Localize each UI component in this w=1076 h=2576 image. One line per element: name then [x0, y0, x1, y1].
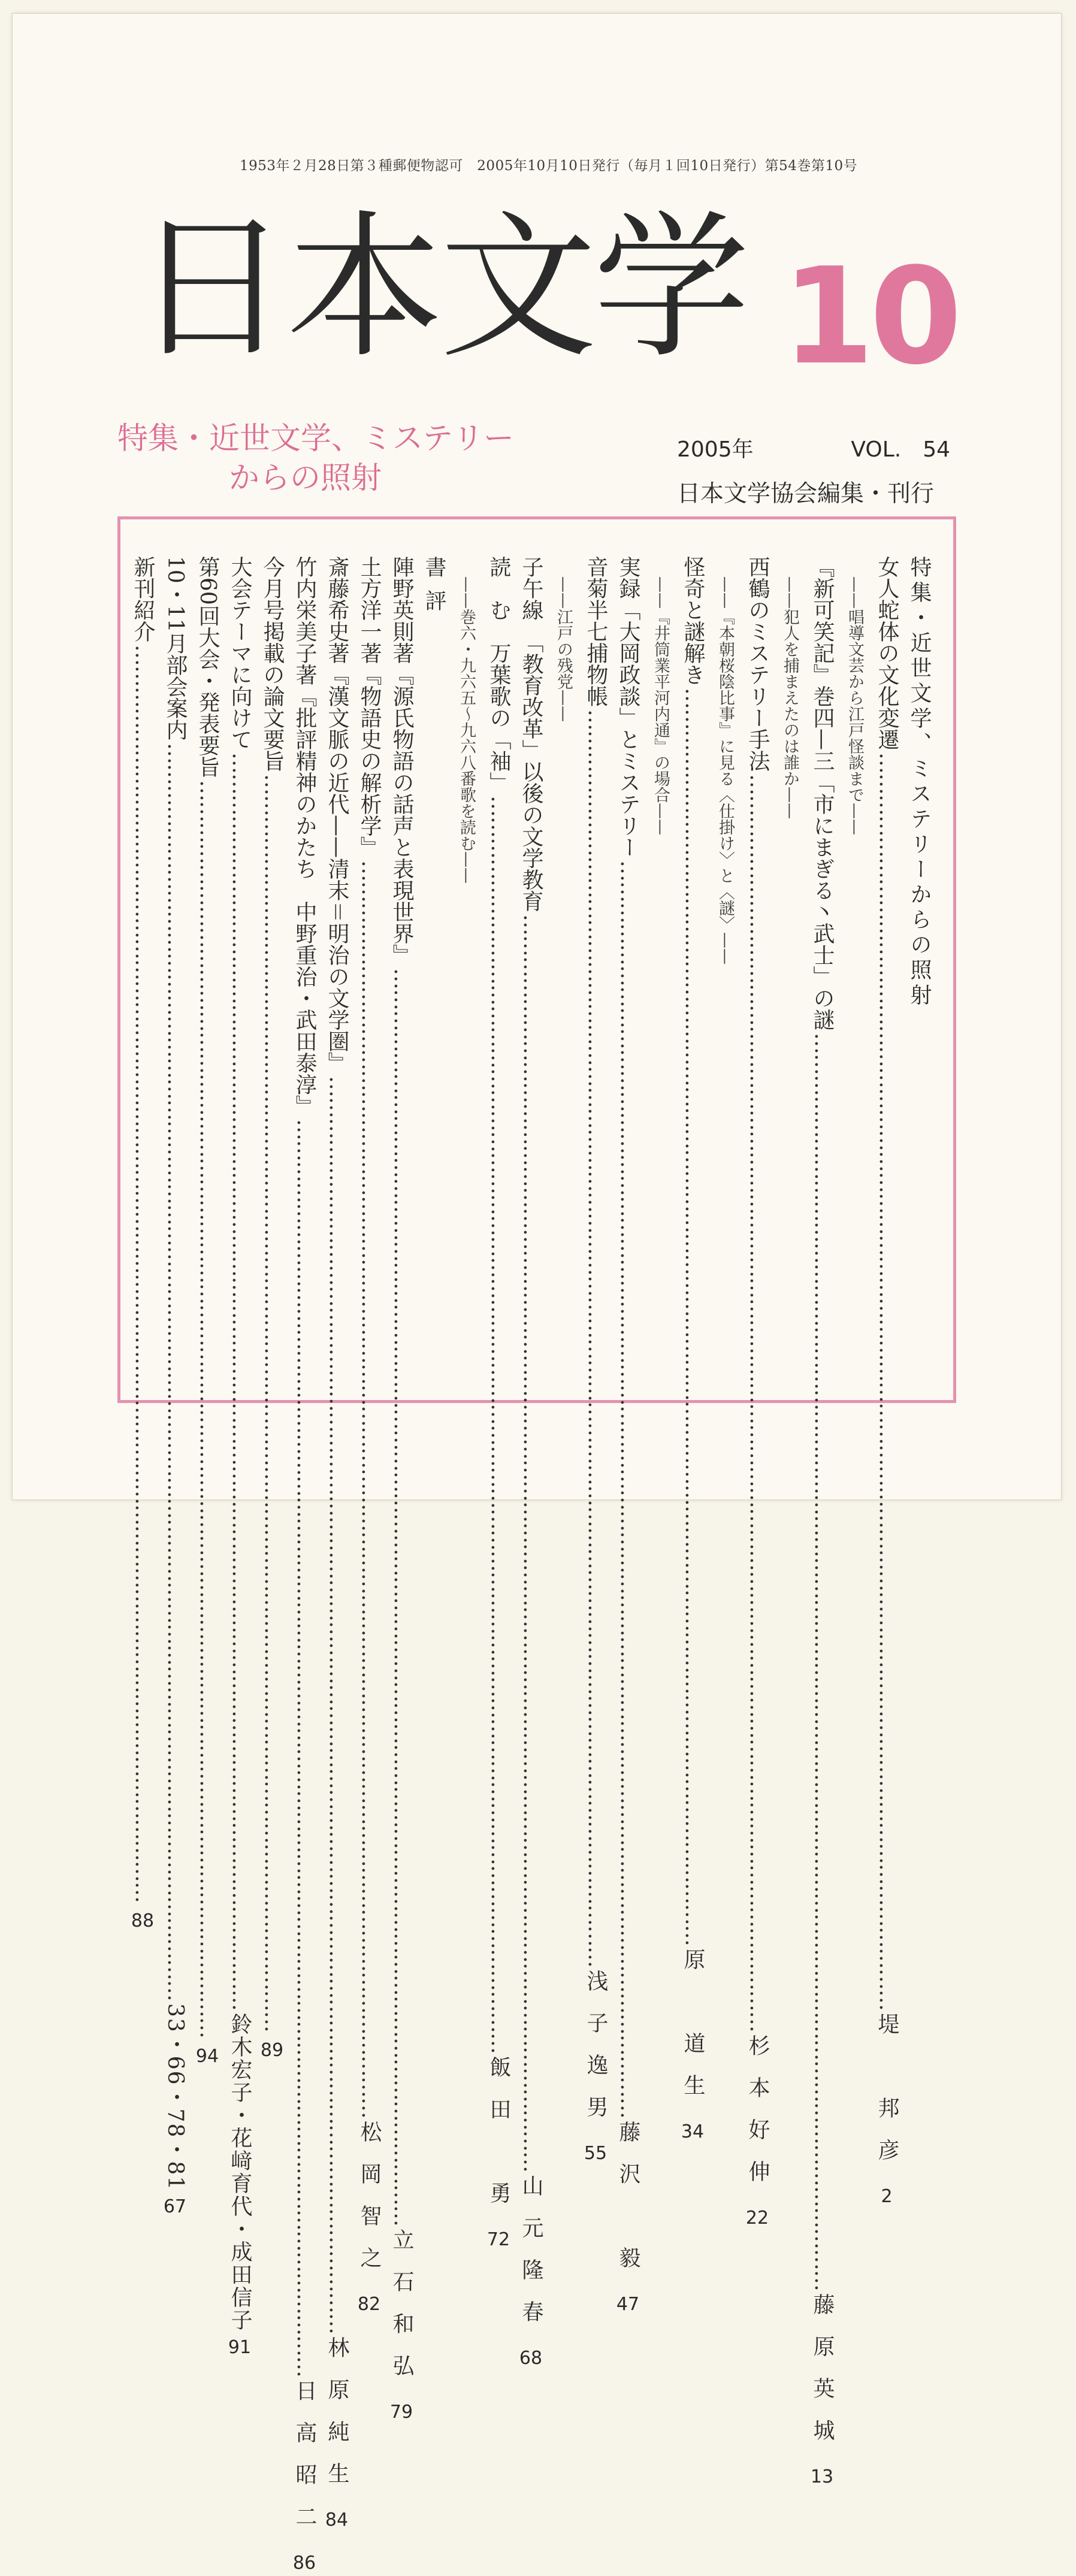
toc-title: 第60回大会・発表要旨: [195, 556, 220, 778]
toc-page: 68: [519, 2348, 543, 2369]
toc-page: 88: [131, 1910, 155, 1931]
toc-author: 鈴木宏子・花﨑育代・成田信子: [228, 2013, 252, 2332]
toc-title: 音菊半七捕物帳: [584, 556, 608, 707]
feature-title-line2: からの照射: [229, 461, 382, 497]
toc-title: 陣野英則著『源氏物語の話声と表現世界』: [389, 556, 414, 966]
toc-title: 子午線 「教育改革」以後の文学教育: [519, 556, 543, 912]
volume: VOL. 54: [851, 437, 950, 462]
toc-item-7: [680, 556, 705, 2142]
toc-title: 怪奇と謎解き: [681, 556, 705, 685]
toc-title: 大会テーマに向けて: [228, 556, 252, 750]
toc-title: 今月号掲載の論文要旨: [260, 556, 285, 772]
publication-info: [677, 433, 950, 509]
toc-sub-14: [454, 556, 479, 1371]
toc-item-12: [518, 556, 543, 2369]
toc-leader: ………………………………………………………………………………………………………………………………………………………………: [228, 752, 252, 2010]
toc-page: 2: [881, 2186, 893, 2207]
toc-title: ——唱導文芸から江戸怪談まで——: [845, 576, 864, 835]
toc-leader: ………………………………………………………………………………………………………………………………………………………………: [131, 645, 155, 1903]
toc-page: 79: [389, 2402, 413, 2423]
toc-leader: ………………………………………………………………………………………………………………………………………………………………: [292, 1119, 317, 2377]
toc-head-0: [906, 556, 932, 1371]
toc-item-18: [324, 556, 349, 2530]
toc-page: 84: [325, 2510, 349, 2530]
toc-item-24: [130, 556, 155, 1931]
toc-title: 土方洋一著『物語史の解析学』: [357, 556, 382, 858]
toc-item-9: [615, 556, 640, 2315]
toc-sub-8: [648, 556, 673, 1371]
toc-author: 原 道生: [681, 1948, 705, 2116]
toc-leader: ………………………………………………………………………………………………………………………………………………………………: [325, 1076, 349, 2334]
toc-leader: ………………………………………………………………………………………………………………………………………………………………: [875, 752, 899, 2010]
toc-title: 西鶴のミステリー手法: [745, 556, 770, 772]
toc-page: 86: [292, 2553, 316, 2574]
toc-title: 実録「大岡政談」とミステリー: [616, 556, 640, 858]
toc-leader: ………………………………………………………………………………………………………………………………………………………………: [584, 709, 608, 1967]
toc-leader: ………………………………………………………………………………………………………………………………………………………………: [357, 860, 382, 2118]
toc-page: 55: [584, 2143, 607, 2164]
toc-title: 斎藤希史著『漢文脈の近代——清末＝明治の文学圏』: [325, 556, 349, 1074]
toc-sub-4: [777, 556, 802, 1371]
publisher: 日本文学協会編集・刊行: [677, 480, 935, 507]
toc-author: 浅子逸男: [584, 1970, 608, 2137]
toc-leader: ………………………………………………………………………………………………………………………………………………………………: [745, 774, 770, 2032]
toc-author: 飯田 勇: [486, 2056, 511, 2224]
toc-leader: ………………………………………………………………………………………………………………………………………………………………: [681, 688, 705, 1946]
toc-item-20: [259, 556, 285, 2061]
registration-line: 1953年２月28日第３種郵便物認可 2005年10月10日発行（毎月１回10日発行）第54巻第10号: [240, 158, 858, 174]
toc-item-19: [292, 556, 317, 2574]
toc-leader: ………………………………………………………………………………………………………………………………………………………………: [389, 968, 414, 2226]
toc-author: 松岡智之: [357, 2121, 382, 2288]
feature-title: [117, 419, 514, 499]
toc-sub-6: [712, 556, 738, 1371]
toc-author: 33・66・78・81: [163, 2003, 188, 2191]
toc-page: 34: [681, 2121, 705, 2142]
toc-leader: ………………………………………………………………………………………………………………………………………………………………: [486, 796, 511, 2054]
toc-item-17: [356, 556, 382, 2315]
toc-leader: ………………………………………………………………………………………………………………………………………………………………: [519, 914, 543, 2172]
toc-item-22: [195, 556, 220, 2067]
toc-sub-11: [551, 556, 576, 1371]
toc-leader: ………………………………………………………………………………………………………………………………………………………………: [195, 779, 220, 2038]
toc-title: 女人蛇体の文化変遷: [875, 556, 899, 750]
toc-leader: ………………………………………………………………………………………………………………………………………………………………: [260, 774, 285, 2032]
toc-author: 立石和弘: [389, 2229, 414, 2396]
toc-title: ——江戸の残党——: [554, 576, 573, 722]
toc-author: 藤原英城: [810, 2293, 835, 2461]
toc-title: ——巻六・九六五〜九六八番歌を読む——: [457, 576, 476, 884]
toc-item-16: [389, 556, 414, 2423]
toc-page: 94: [195, 2045, 219, 2067]
toc-title: 『新可笑記』巻四—三「市にまぎる丶武士」の謎: [810, 556, 835, 1030]
toc-item-10: [583, 556, 608, 2164]
toc-author: 林原純生: [325, 2336, 349, 2504]
toc-item-1: [874, 556, 899, 2207]
toc-page: 89: [260, 2040, 284, 2061]
toc-author: 杉本好伸: [745, 2034, 770, 2202]
toc-title: ——『井筒業平河内通』の場合——: [651, 576, 670, 835]
year: 2005年: [677, 437, 754, 462]
toc-leader: ………………………………………………………………………………………………………………………………………………………………: [616, 860, 640, 2118]
toc-title: 10・11月部会案内: [163, 556, 188, 740]
toc-item-5: [745, 556, 770, 2229]
toc-title: ——『本朝桜陰比事』に見る〈仕掛け〉と〈謎〉——: [716, 576, 735, 965]
toc-title: 新刊紹介: [131, 556, 155, 642]
toc-page: 47: [616, 2294, 640, 2315]
feature-title-line1: 特集・近世文学、ミステリー: [117, 421, 514, 456]
toc-page: 91: [228, 2337, 252, 2358]
toc-page: 67: [163, 2196, 187, 2217]
toc-author: 堤 邦彦: [875, 2013, 899, 2181]
magazine-title: 日本文学: [133, 196, 746, 379]
toc-page: 82: [357, 2294, 381, 2315]
toc-leader: ………………………………………………………………………………………………………………………………………………………………: [810, 1033, 835, 2291]
toc-page: 22: [745, 2208, 769, 2229]
toc-author: 山元隆春: [519, 2175, 543, 2342]
toc-leader: ………………………………………………………………………………………………………………………………………………………………: [163, 742, 188, 2001]
toc-title: ——犯人を捕まえたのは誰か——: [781, 576, 799, 819]
issue-number: 10: [782, 240, 957, 394]
toc-title: 竹内栄美子著『批評精神のかたち 中野重治・武田泰淳』: [292, 556, 317, 1117]
toc-author: 日高昭二: [292, 2380, 317, 2547]
toc-page: 13: [810, 2466, 834, 2487]
toc-sub-2: [842, 556, 867, 1371]
table-of-contents: [129, 556, 944, 2574]
toc-item-3: [809, 556, 835, 2487]
toc-title: 特集・近世文学、ミステリーからの照射: [907, 556, 932, 1009]
toc-author: 藤沢 毅: [616, 2121, 640, 2288]
toc-item-23: [162, 556, 188, 2217]
toc-item-13: [486, 556, 511, 2250]
toc-item-21: [227, 556, 252, 2358]
toc-page: 72: [486, 2229, 510, 2250]
toc-title: 書評: [422, 556, 446, 623]
toc-title: 読 む 万葉歌の「袖」: [486, 556, 511, 793]
toc-review-15: [421, 556, 446, 1371]
